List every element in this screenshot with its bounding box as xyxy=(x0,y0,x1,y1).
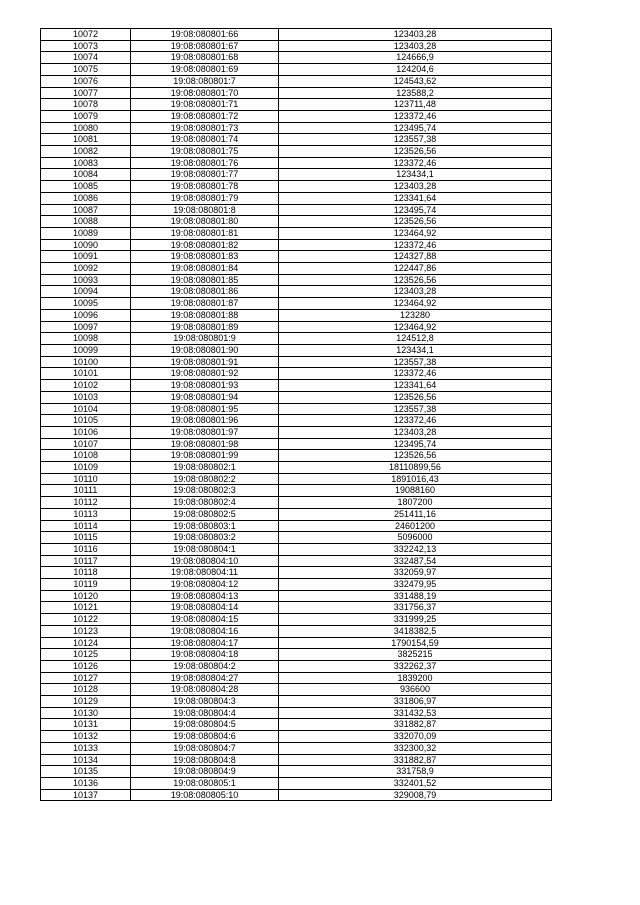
table-row xyxy=(41,567,552,579)
table-row xyxy=(41,263,552,275)
value-cell: 123526,56 xyxy=(279,216,552,228)
table-row xyxy=(41,520,552,532)
row-number-cell: 10130 xyxy=(41,707,131,719)
cadastral-number-cell: 19:08:080801:88 xyxy=(131,309,279,321)
value-cell: 1891016,43 xyxy=(279,473,552,485)
cadastral-number-cell: 19:08:080801:76 xyxy=(131,157,279,169)
table-row xyxy=(41,333,552,345)
table-row xyxy=(41,415,552,427)
row-number-cell: 10102 xyxy=(41,380,131,392)
value-cell: 123403,28 xyxy=(279,426,552,438)
row-number-cell: 10087 xyxy=(41,204,131,216)
document-page xyxy=(40,28,551,801)
row-number-cell: 10091 xyxy=(41,251,131,263)
table-row xyxy=(41,110,552,122)
table-row xyxy=(41,286,552,298)
value-cell: 331882,87 xyxy=(279,719,552,731)
value-cell: 331756,37 xyxy=(279,602,552,614)
row-number-cell: 10092 xyxy=(41,263,131,275)
value-cell: 123403,28 xyxy=(279,181,552,193)
value-cell: 123341,64 xyxy=(279,192,552,204)
table-row xyxy=(41,192,552,204)
value-cell: 332242,13 xyxy=(279,543,552,555)
cadastral-number-cell: 19:08:080801:9 xyxy=(131,333,279,345)
table-row xyxy=(41,684,552,696)
cadastral-number-cell: 19:08:080804:12 xyxy=(131,579,279,591)
cadastral-number-cell: 19:08:080804:2 xyxy=(131,660,279,672)
value-cell: 124666,9 xyxy=(279,52,552,64)
cadastral-number-cell: 19:08:080801:87 xyxy=(131,298,279,310)
cadastral-number-cell: 19:08:080801:7 xyxy=(131,75,279,87)
value-cell: 331882,87 xyxy=(279,754,552,766)
value-cell: 122447,86 xyxy=(279,263,552,275)
value-cell: 123557,38 xyxy=(279,134,552,146)
cadastral-number-cell: 19:08:080801:75 xyxy=(131,146,279,158)
data-table xyxy=(40,28,552,801)
row-number-cell: 10103 xyxy=(41,391,131,403)
cadastral-number-cell: 19:08:080801:67 xyxy=(131,40,279,52)
value-cell: 123464,92 xyxy=(279,227,552,239)
cadastral-number-cell: 19:08:080801:85 xyxy=(131,274,279,286)
row-number-cell: 10083 xyxy=(41,157,131,169)
cadastral-number-cell: 19:08:080801:72 xyxy=(131,110,279,122)
row-number-cell: 10124 xyxy=(41,637,131,649)
value-cell: 1790154,59 xyxy=(279,637,552,649)
table-row xyxy=(41,29,552,41)
table-row xyxy=(41,227,552,239)
cadastral-number-cell: 19:08:080804:5 xyxy=(131,719,279,731)
row-number-cell: 10107 xyxy=(41,438,131,450)
cadastral-number-cell: 19:08:080803:1 xyxy=(131,520,279,532)
cadastral-number-cell: 19:08:080804:4 xyxy=(131,707,279,719)
value-cell: 331999,25 xyxy=(279,614,552,626)
cadastral-number-cell: 19:08:080801:92 xyxy=(131,368,279,380)
table-row xyxy=(41,216,552,228)
row-number-cell: 10094 xyxy=(41,286,131,298)
cadastral-number-cell: 19:08:080805:1 xyxy=(131,778,279,790)
value-cell: 123403,28 xyxy=(279,286,552,298)
table-row xyxy=(41,778,552,790)
row-number-cell: 10114 xyxy=(41,520,131,532)
row-number-cell: 10111 xyxy=(41,485,131,497)
value-cell: 123495,74 xyxy=(279,122,552,134)
row-number-cell: 10135 xyxy=(41,766,131,778)
cadastral-number-cell: 19:08:080802:4 xyxy=(131,497,279,509)
cadastral-number-cell: 19:08:080804:10 xyxy=(131,555,279,567)
value-cell: 123434,1 xyxy=(279,344,552,356)
table-row xyxy=(41,719,552,731)
row-number-cell: 10077 xyxy=(41,87,131,99)
cadastral-number-cell: 19:08:080801:83 xyxy=(131,251,279,263)
row-number-cell: 10099 xyxy=(41,344,131,356)
table-row xyxy=(41,204,552,216)
cadastral-number-cell: 19:08:080804:15 xyxy=(131,614,279,626)
row-number-cell: 10079 xyxy=(41,110,131,122)
table-row xyxy=(41,660,552,672)
cadastral-number-cell: 19:08:080801:78 xyxy=(131,181,279,193)
cadastral-number-cell: 19:08:080801:80 xyxy=(131,216,279,228)
row-number-cell: 10118 xyxy=(41,567,131,579)
value-cell: 332070,09 xyxy=(279,731,552,743)
cadastral-number-cell: 19:08:080804:27 xyxy=(131,672,279,684)
row-number-cell: 10137 xyxy=(41,789,131,801)
row-number-cell: 10106 xyxy=(41,426,131,438)
value-cell: 123403,28 xyxy=(279,29,552,41)
value-cell: 123588,2 xyxy=(279,87,552,99)
table-row xyxy=(41,157,552,169)
table-row xyxy=(41,602,552,614)
cadastral-number-cell: 19:08:080801:95 xyxy=(131,403,279,415)
table-row xyxy=(41,438,552,450)
row-number-cell: 10110 xyxy=(41,473,131,485)
table-row xyxy=(41,309,552,321)
value-cell: 19088160 xyxy=(279,485,552,497)
row-number-cell: 10093 xyxy=(41,274,131,286)
value-cell: 123464,92 xyxy=(279,321,552,333)
row-number-cell: 10127 xyxy=(41,672,131,684)
row-number-cell: 10078 xyxy=(41,99,131,111)
cadastral-number-cell: 19:08:080801:77 xyxy=(131,169,279,181)
value-cell: 123557,38 xyxy=(279,356,552,368)
cadastral-number-cell: 19:08:080804:13 xyxy=(131,590,279,602)
value-cell: 123711,48 xyxy=(279,99,552,111)
value-cell: 123434,1 xyxy=(279,169,552,181)
table-row xyxy=(41,625,552,637)
cadastral-number-cell: 19:08:080801:82 xyxy=(131,239,279,251)
row-number-cell: 10084 xyxy=(41,169,131,181)
cadastral-number-cell: 19:08:080801:96 xyxy=(131,415,279,427)
value-cell: 332401,52 xyxy=(279,778,552,790)
value-cell: 24601200 xyxy=(279,520,552,532)
table-row xyxy=(41,555,552,567)
value-cell: 18110899,56 xyxy=(279,462,552,474)
value-cell: 124543,62 xyxy=(279,75,552,87)
table-row xyxy=(41,614,552,626)
table-row xyxy=(41,485,552,497)
row-number-cell: 10105 xyxy=(41,415,131,427)
row-number-cell: 10109 xyxy=(41,462,131,474)
cadastral-number-cell: 19:08:080801:74 xyxy=(131,134,279,146)
row-number-cell: 10086 xyxy=(41,192,131,204)
value-cell: 331758,9 xyxy=(279,766,552,778)
cadastral-number-cell: 19:08:080803:2 xyxy=(131,532,279,544)
row-number-cell: 10112 xyxy=(41,497,131,509)
cadastral-number-cell: 19:08:080801:86 xyxy=(131,286,279,298)
cadastral-number-cell: 19:08:080804:11 xyxy=(131,567,279,579)
row-number-cell: 10108 xyxy=(41,450,131,462)
cadastral-number-cell: 19:08:080804:6 xyxy=(131,731,279,743)
value-cell: 332300,32 xyxy=(279,742,552,754)
table-row xyxy=(41,75,552,87)
row-number-cell: 10090 xyxy=(41,239,131,251)
cadastral-number-cell: 19:08:080802:3 xyxy=(131,485,279,497)
value-cell: 123526,56 xyxy=(279,146,552,158)
cadastral-number-cell: 19:08:080801:70 xyxy=(131,87,279,99)
table-row xyxy=(41,637,552,649)
row-number-cell: 10113 xyxy=(41,508,131,520)
table-row xyxy=(41,672,552,684)
row-number-cell: 10076 xyxy=(41,75,131,87)
row-number-cell: 10128 xyxy=(41,684,131,696)
cadastral-number-cell: 19:08:080804:18 xyxy=(131,649,279,661)
cadastral-number-cell: 19:08:080801:66 xyxy=(131,29,279,41)
table-row xyxy=(41,239,552,251)
row-number-cell: 10123 xyxy=(41,625,131,637)
cadastral-number-cell: 19:08:080801:68 xyxy=(131,52,279,64)
table-row xyxy=(41,707,552,719)
table-row xyxy=(41,426,552,438)
row-number-cell: 10122 xyxy=(41,614,131,626)
row-number-cell: 10100 xyxy=(41,356,131,368)
cadastral-number-cell: 19:08:080804:7 xyxy=(131,742,279,754)
table-row xyxy=(41,462,552,474)
cadastral-number-cell: 19:08:080801:93 xyxy=(131,380,279,392)
value-cell: 124204,6 xyxy=(279,64,552,76)
row-number-cell: 10089 xyxy=(41,227,131,239)
row-number-cell: 10085 xyxy=(41,181,131,193)
cadastral-number-cell: 19:08:080804:8 xyxy=(131,754,279,766)
table-row xyxy=(41,731,552,743)
table-row xyxy=(41,590,552,602)
cadastral-number-cell: 19:08:080804:16 xyxy=(131,625,279,637)
row-number-cell: 10101 xyxy=(41,368,131,380)
value-cell: 332479,95 xyxy=(279,579,552,591)
value-cell: 331432,53 xyxy=(279,707,552,719)
table-row xyxy=(41,450,552,462)
value-cell: 3418382,5 xyxy=(279,625,552,637)
value-cell: 123341,64 xyxy=(279,380,552,392)
value-cell: 331488,19 xyxy=(279,590,552,602)
cadastral-number-cell: 19:08:080804:1 xyxy=(131,543,279,555)
row-number-cell: 10125 xyxy=(41,649,131,661)
row-number-cell: 10072 xyxy=(41,29,131,41)
table-row xyxy=(41,543,552,555)
value-cell: 332487,54 xyxy=(279,555,552,567)
row-number-cell: 10131 xyxy=(41,719,131,731)
value-cell: 124327,88 xyxy=(279,251,552,263)
row-number-cell: 10098 xyxy=(41,333,131,345)
value-cell: 123372,46 xyxy=(279,415,552,427)
row-number-cell: 10095 xyxy=(41,298,131,310)
value-cell: 936600 xyxy=(279,684,552,696)
cadastral-number-cell: 19:08:080804:9 xyxy=(131,766,279,778)
cadastral-number-cell: 19:08:080804:3 xyxy=(131,696,279,708)
table-row xyxy=(41,122,552,134)
row-number-cell: 10096 xyxy=(41,309,131,321)
row-number-cell: 10134 xyxy=(41,754,131,766)
cadastral-number-cell: 19:08:080804:28 xyxy=(131,684,279,696)
table-row xyxy=(41,64,552,76)
row-number-cell: 10074 xyxy=(41,52,131,64)
cadastral-number-cell: 19:08:080802:5 xyxy=(131,508,279,520)
value-cell: 123526,56 xyxy=(279,391,552,403)
table-row xyxy=(41,754,552,766)
table-row xyxy=(41,380,552,392)
table-row xyxy=(41,321,552,333)
cadastral-number-cell: 19:08:080801:99 xyxy=(131,450,279,462)
table-row xyxy=(41,356,552,368)
value-cell: 124512,8 xyxy=(279,333,552,345)
cadastral-number-cell: 19:08:080801:89 xyxy=(131,321,279,333)
cadastral-number-cell: 19:08:080805:10 xyxy=(131,789,279,801)
value-cell: 3825215 xyxy=(279,649,552,661)
row-number-cell: 10121 xyxy=(41,602,131,614)
table-row xyxy=(41,169,552,181)
value-cell: 123372,46 xyxy=(279,110,552,122)
value-cell: 1839200 xyxy=(279,672,552,684)
row-number-cell: 10081 xyxy=(41,134,131,146)
row-number-cell: 10075 xyxy=(41,64,131,76)
cadastral-number-cell: 19:08:080801:84 xyxy=(131,263,279,275)
table-row xyxy=(41,368,552,380)
table-row xyxy=(41,40,552,52)
value-cell: 329008,79 xyxy=(279,789,552,801)
table-row xyxy=(41,649,552,661)
value-cell: 123372,46 xyxy=(279,157,552,169)
value-cell: 123557,38 xyxy=(279,403,552,415)
table-row xyxy=(41,742,552,754)
table-row xyxy=(41,766,552,778)
table-row xyxy=(41,274,552,286)
cadastral-number-cell: 19:08:080801:81 xyxy=(131,227,279,239)
row-number-cell: 10120 xyxy=(41,590,131,602)
cadastral-number-cell: 19:08:080801:8 xyxy=(131,204,279,216)
table-row xyxy=(41,497,552,509)
table-row xyxy=(41,146,552,158)
row-number-cell: 10116 xyxy=(41,543,131,555)
value-cell: 332262,37 xyxy=(279,660,552,672)
cadastral-number-cell: 19:08:080801:94 xyxy=(131,391,279,403)
row-number-cell: 10104 xyxy=(41,403,131,415)
row-number-cell: 10088 xyxy=(41,216,131,228)
row-number-cell: 10126 xyxy=(41,660,131,672)
row-number-cell: 10119 xyxy=(41,579,131,591)
row-number-cell: 10097 xyxy=(41,321,131,333)
table-row xyxy=(41,52,552,64)
value-cell: 123495,74 xyxy=(279,204,552,216)
row-number-cell: 10136 xyxy=(41,778,131,790)
table-row xyxy=(41,403,552,415)
row-number-cell: 10129 xyxy=(41,696,131,708)
value-cell: 123372,46 xyxy=(279,239,552,251)
cadastral-number-cell: 19:08:080804:17 xyxy=(131,637,279,649)
table-row xyxy=(41,87,552,99)
table-row xyxy=(41,251,552,263)
cadastral-number-cell: 19:08:080801:79 xyxy=(131,192,279,204)
cadastral-number-cell: 19:08:080801:90 xyxy=(131,344,279,356)
cadastral-number-cell: 19:08:080801:73 xyxy=(131,122,279,134)
row-number-cell: 10080 xyxy=(41,122,131,134)
table-row xyxy=(41,579,552,591)
cadastral-number-cell: 19:08:080802:1 xyxy=(131,462,279,474)
cadastral-number-cell: 19:08:080801:71 xyxy=(131,99,279,111)
value-cell: 123495,74 xyxy=(279,438,552,450)
table-body xyxy=(41,29,552,801)
value-cell: 123526,56 xyxy=(279,450,552,462)
value-cell: 251411,16 xyxy=(279,508,552,520)
table-row xyxy=(41,134,552,146)
table-row xyxy=(41,99,552,111)
value-cell: 123464,92 xyxy=(279,298,552,310)
value-cell: 123403,28 xyxy=(279,40,552,52)
table-row xyxy=(41,532,552,544)
cadastral-number-cell: 19:08:080801:91 xyxy=(131,356,279,368)
row-number-cell: 10133 xyxy=(41,742,131,754)
table-row xyxy=(41,298,552,310)
table-row xyxy=(41,344,552,356)
table-row xyxy=(41,391,552,403)
table-row xyxy=(41,696,552,708)
value-cell: 5096000 xyxy=(279,532,552,544)
table-row xyxy=(41,789,552,801)
value-cell: 331806,97 xyxy=(279,696,552,708)
value-cell: 332059,97 xyxy=(279,567,552,579)
row-number-cell: 10117 xyxy=(41,555,131,567)
cadastral-number-cell: 19:08:080801:98 xyxy=(131,438,279,450)
row-number-cell: 10115 xyxy=(41,532,131,544)
value-cell: 1807200 xyxy=(279,497,552,509)
table-row xyxy=(41,181,552,193)
cadastral-number-cell: 19:08:080801:69 xyxy=(131,64,279,76)
table-row xyxy=(41,473,552,485)
cadastral-number-cell: 19:08:080801:97 xyxy=(131,426,279,438)
value-cell: 123526,56 xyxy=(279,274,552,286)
value-cell: 123280 xyxy=(279,309,552,321)
cadastral-number-cell: 19:08:080802:2 xyxy=(131,473,279,485)
row-number-cell: 10073 xyxy=(41,40,131,52)
value-cell: 123372,46 xyxy=(279,368,552,380)
cadastral-number-cell: 19:08:080804:14 xyxy=(131,602,279,614)
row-number-cell: 10132 xyxy=(41,731,131,743)
table-row xyxy=(41,508,552,520)
row-number-cell: 10082 xyxy=(41,146,131,158)
